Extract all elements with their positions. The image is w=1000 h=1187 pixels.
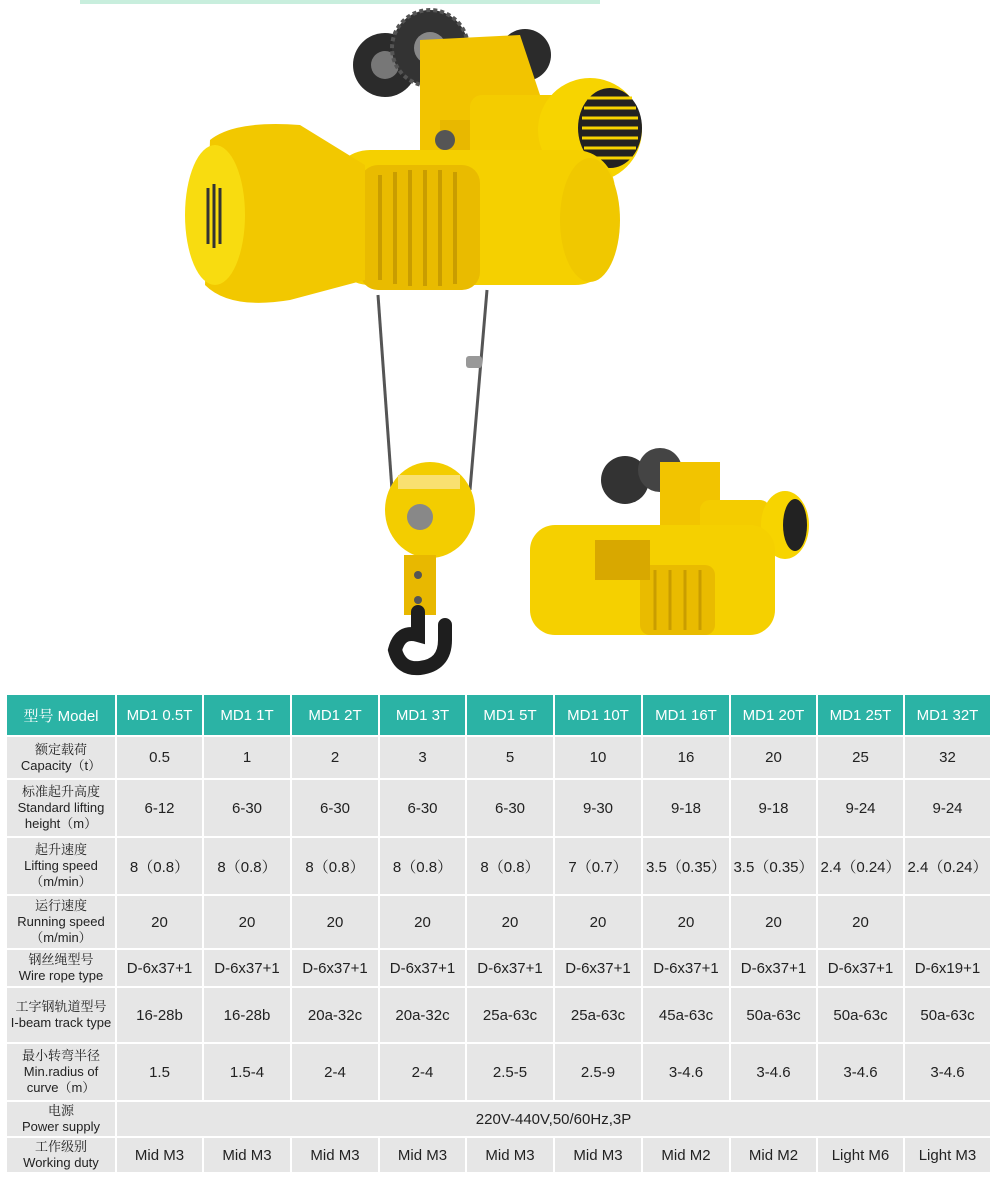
table-cell: 2.5-9	[554, 1043, 642, 1101]
table-cell: 50a-63c	[904, 987, 991, 1043]
table-row-lifting-height	[6, 779, 991, 837]
table-cell: 7（0.7）	[554, 837, 642, 895]
table-cell: 2.4（0.24）	[904, 837, 991, 895]
table-cell: 9-18	[730, 779, 817, 837]
table-cell: 20	[291, 895, 379, 949]
table-cell: D-6x37+1	[466, 949, 554, 987]
table-row-power	[6, 1101, 991, 1137]
row-label: 钢丝绳型号 Wire rope type	[6, 949, 116, 987]
table-cell	[904, 895, 991, 949]
table-cell: 6-30	[466, 779, 554, 837]
table-cell: 25a-63c	[466, 987, 554, 1043]
model-header: MD1 32T	[904, 694, 991, 736]
table-cell: 2-4	[291, 1043, 379, 1101]
table-cell: D-6x37+1	[291, 949, 379, 987]
table-cell: 6-30	[379, 779, 466, 837]
model-header: MD1 2T	[291, 694, 379, 736]
table-cell: 16-28b	[203, 987, 291, 1043]
table-cell: 2.5-5	[466, 1043, 554, 1101]
spec-table	[5, 693, 992, 1174]
model-header-label: 型号 Model	[6, 694, 116, 736]
table-cell: 2	[291, 736, 379, 779]
table-cell: D-6x37+1	[203, 949, 291, 987]
table-cell: 32	[904, 736, 991, 779]
table-cell: 1.5-4	[203, 1043, 291, 1101]
model-header: MD1 20T	[730, 694, 817, 736]
table-cell: 50a-63c	[817, 987, 904, 1043]
row-label: 最小转弯半径 Min.radius of curve（m）	[6, 1043, 116, 1101]
row-label: 运行速度 Running speed（m/min）	[6, 895, 116, 949]
model-header: MD1 16T	[642, 694, 730, 736]
table-cell: 3	[379, 736, 466, 779]
row-label: 起升速度 Lifting speed（m/min）	[6, 837, 116, 895]
table-cell: 9-30	[554, 779, 642, 837]
table-cell: 16	[642, 736, 730, 779]
row-label: 工字钢轨道型号 I-beam track type	[6, 987, 116, 1043]
table-cell: 2.4（0.24）	[817, 837, 904, 895]
model-header: MD1 0.5T	[116, 694, 203, 736]
table-cell: 45a-63c	[642, 987, 730, 1043]
table-cell: 20	[116, 895, 203, 949]
table-cell: 20	[554, 895, 642, 949]
table-cell: 20	[817, 895, 904, 949]
table-cell: Mid M3	[116, 1137, 203, 1173]
table-cell: 20	[642, 895, 730, 949]
table-cell: 1	[203, 736, 291, 779]
table-cell: D-6x19+1	[904, 949, 991, 987]
table-cell: 3.5（0.35）	[642, 837, 730, 895]
table-cell: 25	[817, 736, 904, 779]
table-cell: 3-4.6	[817, 1043, 904, 1101]
table-cell: 20a-32c	[379, 987, 466, 1043]
row-label: 电源 Power supply	[6, 1101, 116, 1137]
table-cell: 20	[379, 895, 466, 949]
row-label: 标准起升高度 Standard lifting height（m）	[6, 779, 116, 837]
table-cell: 8（0.8）	[203, 837, 291, 895]
table-cell: Mid M2	[642, 1137, 730, 1173]
table-row-min-radius	[6, 1043, 991, 1101]
table-cell: 6-12	[116, 779, 203, 837]
table-cell: 8（0.8）	[116, 837, 203, 895]
model-header: MD1 10T	[554, 694, 642, 736]
table-cell: 5	[466, 736, 554, 779]
table-cell: Mid M3	[203, 1137, 291, 1173]
table-cell: D-6x37+1	[730, 949, 817, 987]
table-row-capacity	[6, 736, 991, 779]
table-cell: 8（0.8）	[466, 837, 554, 895]
table-cell: 20	[466, 895, 554, 949]
power-supply-value: 220V-440V,50/60Hz,3P	[116, 1101, 991, 1137]
table-cell: 1.5	[116, 1043, 203, 1101]
table-cell: D-6x37+1	[642, 949, 730, 987]
table-cell: 2-4	[379, 1043, 466, 1101]
table-cell: 8（0.8）	[379, 837, 466, 895]
table-cell: 8（0.8）	[291, 837, 379, 895]
table-row-working-duty	[6, 1137, 991, 1173]
table-cell: Mid M3	[379, 1137, 466, 1173]
table-cell: D-6x37+1	[379, 949, 466, 987]
table-cell: D-6x37+1	[817, 949, 904, 987]
table-cell: 16-28b	[116, 987, 203, 1043]
table-row-wire-rope	[6, 949, 991, 987]
model-header: MD1 1T	[203, 694, 291, 736]
table-cell: 3-4.6	[904, 1043, 991, 1101]
table-cell: 25a-63c	[554, 987, 642, 1043]
table-cell: Light M3	[904, 1137, 991, 1173]
table-cell: 50a-63c	[730, 987, 817, 1043]
table-cell: Mid M3	[466, 1137, 554, 1173]
model-header: MD1 25T	[817, 694, 904, 736]
table-cell: 20a-32c	[291, 987, 379, 1043]
table-cell: 20	[730, 736, 817, 779]
table-cell: 9-24	[817, 779, 904, 837]
table-row-lifting-speed	[6, 837, 991, 895]
table-cell: 3-4.6	[730, 1043, 817, 1101]
row-label: 额定载荷 Capacity（t）	[6, 736, 116, 779]
table-cell: 3-4.6	[642, 1043, 730, 1101]
table-cell: 20	[203, 895, 291, 949]
header-row	[6, 694, 991, 736]
table-cell: Mid M3	[291, 1137, 379, 1173]
table-cell: 20	[730, 895, 817, 949]
table-cell: 10	[554, 736, 642, 779]
table-cell: 3.5（0.35）	[730, 837, 817, 895]
table-cell: Mid M3	[554, 1137, 642, 1173]
table-cell: 0.5	[116, 736, 203, 779]
table-row-running-speed	[6, 895, 991, 949]
table-cell: Mid M2	[730, 1137, 817, 1173]
table-cell: D-6x37+1	[554, 949, 642, 987]
table-cell: 6-30	[203, 779, 291, 837]
table-cell: 6-30	[291, 779, 379, 837]
detail-hoist-image	[530, 448, 810, 638]
row-label: 工作级别 Working duty	[6, 1137, 116, 1173]
table-row-ibeam	[6, 987, 991, 1043]
table-cell: 9-24	[904, 779, 991, 837]
table-cell: D-6x37+1	[116, 949, 203, 987]
model-header: MD1 5T	[466, 694, 554, 736]
model-header: MD1 3T	[379, 694, 466, 736]
table-cell: 9-18	[642, 779, 730, 837]
table-cell: Light M6	[817, 1137, 904, 1173]
